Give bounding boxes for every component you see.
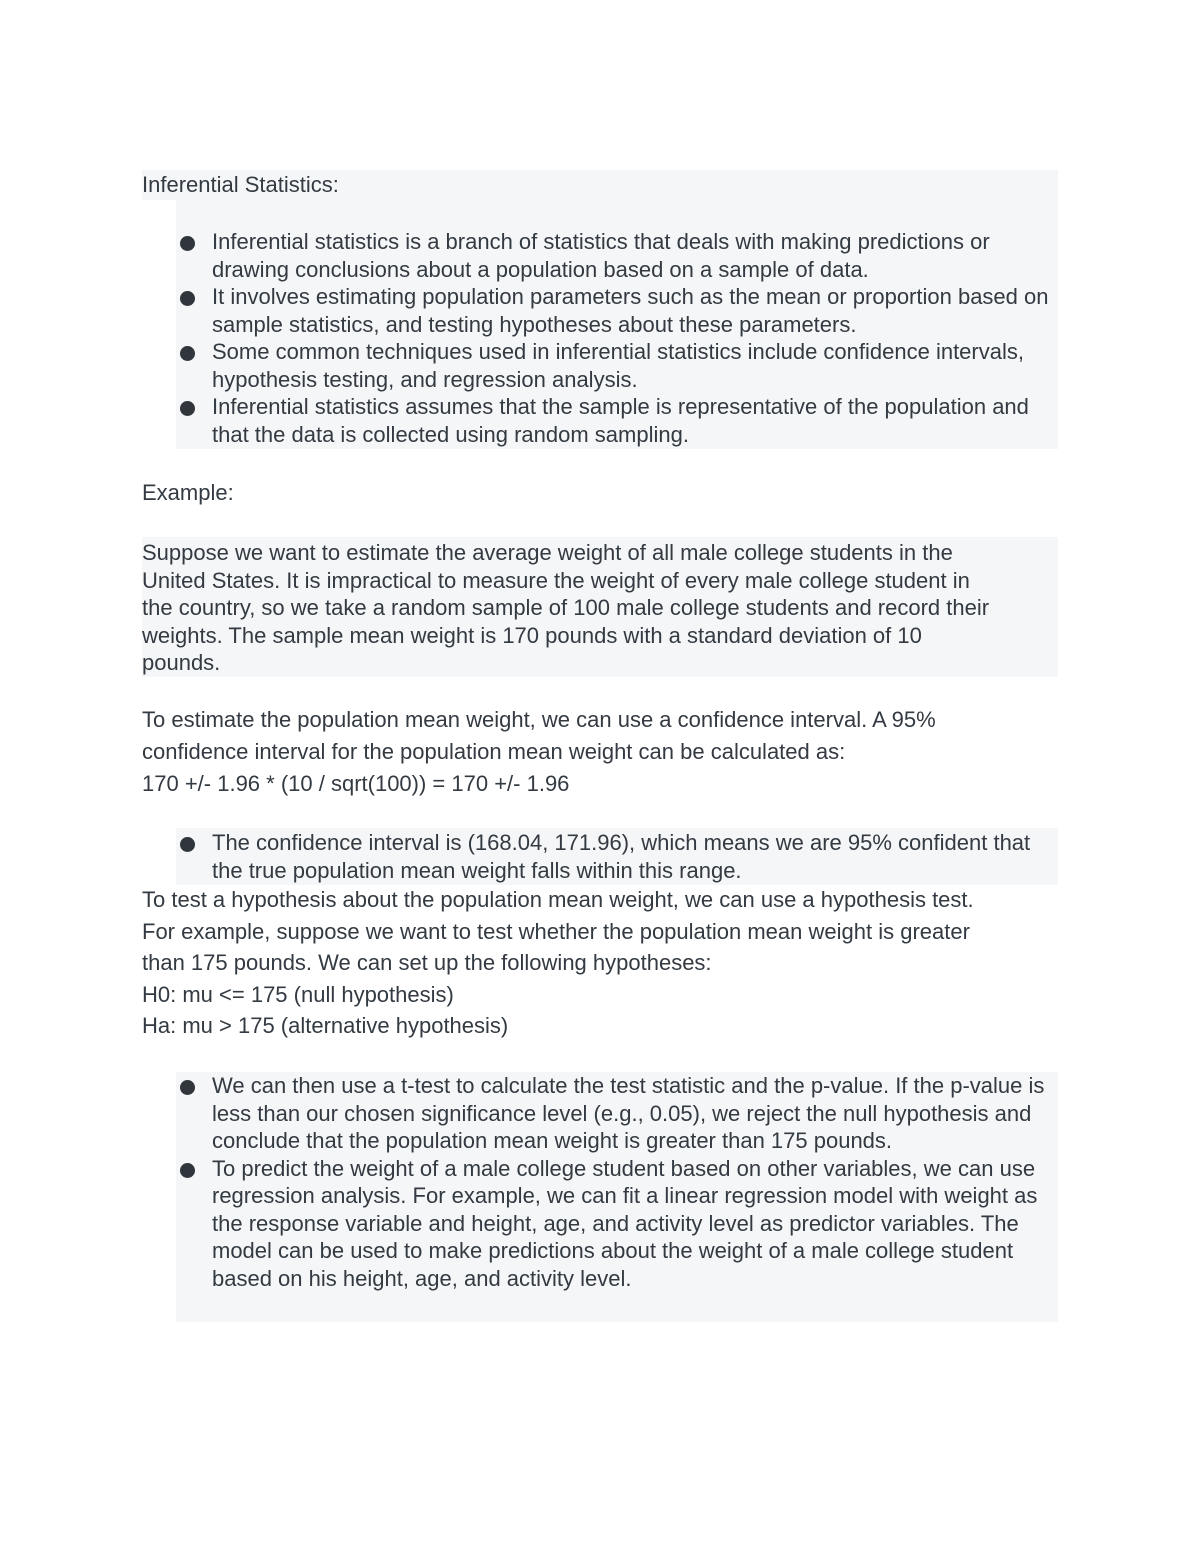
bullet-text: To predict the weight of a male college student based on other variables, we can use regression analysis. For example, we can fit a linear regression model with weight as the response variable and height, age, and activity level as predictor variables. The model can be used to make predictions about the weight of a male college student based on his height, age, and activity level.: [212, 1155, 1038, 1291]
bullet-text: We can then use a t-test to calculate the test statistic and the p-value. If the p-value is less than our chosen significance level (e.g., 0.05), we reject the null hypothesis and conclude that the population mean weight is greater than 175 pounds.: [212, 1073, 1045, 1153]
bullet-icon: [180, 1163, 195, 1178]
bullet-text: Inferential statistics is a branch of statistics that deals with making predictions or drawing conclusions about a population based on a sample of data.: [212, 229, 990, 282]
paragraph-line: pounds.: [142, 650, 221, 675]
formula-line: 170 +/- 1.96 * (10 / sqrt(100)) = 170 +/- 1.96: [142, 771, 570, 796]
bullet-icon: [180, 346, 195, 361]
paragraph-line: United States. It is impractical to measure the weight of every male college student in: [142, 567, 970, 593]
bullet-text: Some common techniques used in inferential statistics include confidence intervals, hypothesis testing, and regression analysis.: [212, 339, 1024, 392]
alternative-hypothesis-line: Ha: mu > 175 (alternative hypothesis): [142, 1013, 509, 1038]
confidence-interval-bullet-list: [176, 828, 1058, 885]
paragraph-line: To test a hypothesis about the population mean weight, we can use a hypothesis test.: [142, 887, 974, 912]
paragraph-line: Suppose we want to estimate the average weight of all male college students in the: [142, 540, 953, 565]
overview-bullet-list: [176, 200, 1058, 449]
paragraph-line: than 175 pounds. We can set up the following hypotheses:: [142, 950, 712, 975]
list-item: [176, 338, 1058, 393]
paragraph-line: confidence interval for the population mean weight can be calculated as:: [142, 739, 846, 764]
example-heading: Example:: [142, 480, 234, 505]
bullet-icon: [180, 401, 195, 416]
bullet-icon: [180, 236, 195, 251]
list-item: [176, 1155, 1058, 1293]
example-heading-block: [142, 478, 1058, 508]
list-item: [176, 228, 1058, 283]
bullet-icon: [180, 291, 195, 306]
confidence-interval-paragraph: [142, 704, 1058, 799]
hypothesis-bullet-list: [176, 1072, 1058, 1322]
bullet-text: The confidence interval is (168.04, 171.96), which means we are 95% confident that the true population mean weight falls within this range.: [212, 830, 1031, 883]
section-title: Inferential Statistics:: [142, 172, 339, 197]
bullet-text: It involves estimating population parameters such as the mean or proportion based on sample statistics, and testing hypotheses about these parameters.: [212, 284, 1049, 337]
bullet-icon: [180, 1080, 195, 1095]
list-item: [176, 829, 1058, 884]
paragraph-line: the country, so we take a random sample of 100 male college students and record their: [142, 595, 990, 620]
list-item: [176, 393, 1058, 448]
bullet-text: Inferential statistics assumes that the sample is representative of the population and that the data is collected using random sampling.: [212, 394, 1029, 447]
paragraph-line: For example, suppose we want to test whether the population mean weight is greater: [142, 918, 970, 944]
hypothesis-test-paragraph: [142, 884, 1058, 1044]
bullet-icon: [180, 837, 195, 852]
example-paragraph: [142, 537, 1058, 677]
null-hypothesis-line: H0: mu <= 175 (null hypothesis): [142, 981, 454, 1007]
list-item: [176, 283, 1058, 338]
paragraph-line: To estimate the population mean weight, we can use a confidence interval. A 95%: [142, 707, 936, 732]
section-title-block: [142, 170, 1058, 200]
paragraph-line: weights. The sample mean weight is 170 pounds with a standard deviation of 10: [142, 622, 922, 648]
list-item: [176, 1072, 1058, 1155]
